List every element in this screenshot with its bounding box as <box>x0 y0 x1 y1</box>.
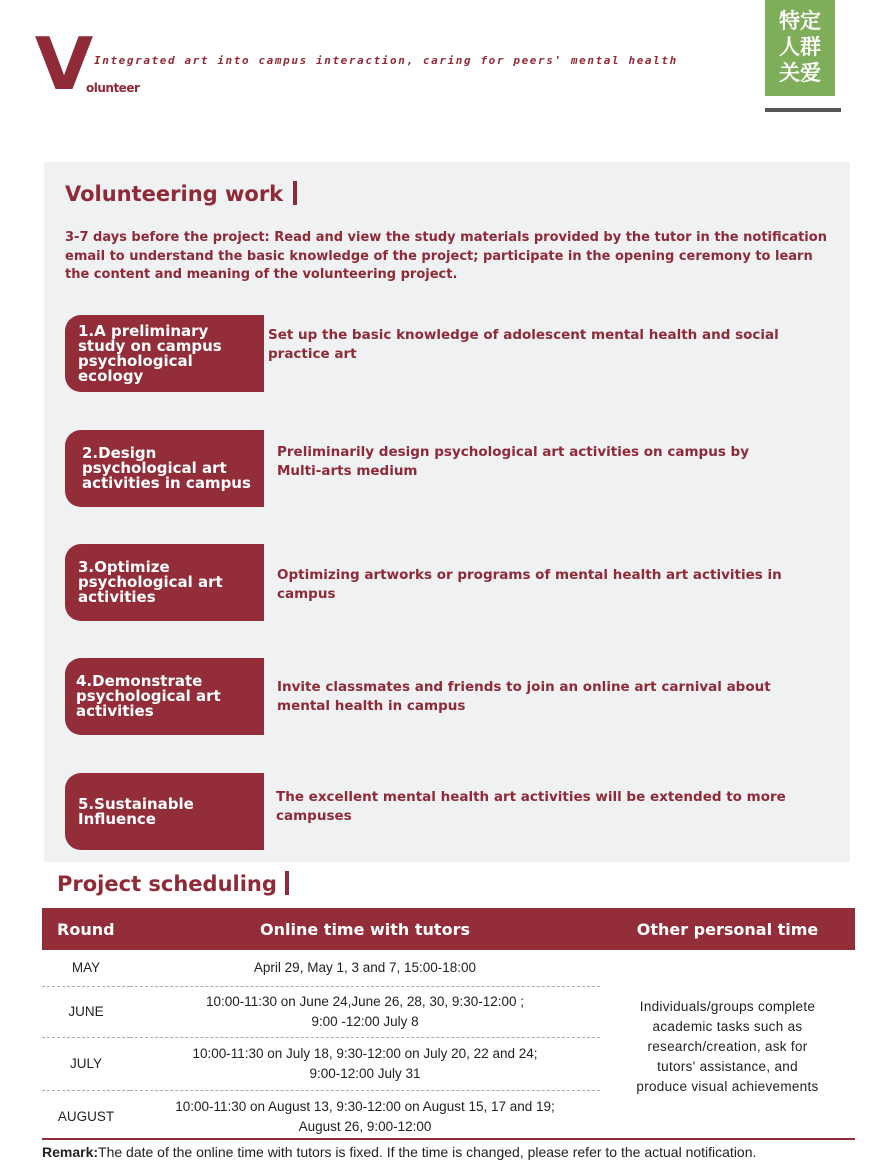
online-line: 10:00-11:30 on June 24,June 26, 28, 30, 9:30-12:00 ; <box>205 994 524 1009</box>
volunteering-panel <box>44 162 850 862</box>
other-time-cell <box>600 950 855 1143</box>
round-cell: MAY <box>42 950 130 987</box>
step-5-label <box>65 773 264 850</box>
header-subtitle: olunteer <box>86 81 140 95</box>
chinese-badge <box>765 0 835 96</box>
step-1-label <box>65 315 264 392</box>
step-5-label-text: 5.Sustainable Influence <box>78 794 194 828</box>
step-4-desc: Invite classmates and friends to join an online art carnival about mental health in campus <box>277 679 771 714</box>
step-1-desc: Set up the basic knowledge of adolescent mental health and social practice art <box>268 327 779 362</box>
online-cell <box>130 1038 600 1091</box>
online-line: August 26, 9:00-12:00 <box>298 1119 432 1134</box>
remark-text: The date of the online time with tutors is fixed. If the time is changed, please refer to the actual notification. <box>98 1144 757 1160</box>
remark <box>42 1144 756 1160</box>
step-2-desc: Preliminarily design psychological art activities on campus by Multi-arts medium <box>277 444 750 479</box>
step-3-desc: Optimizing artworks or programs of mental health art activities in campus <box>277 567 782 602</box>
round-cell: AUGUST <box>57 1109 115 1124</box>
schedule-title-bar <box>285 871 289 895</box>
header-other: Other personal time <box>600 908 855 950</box>
step-3-label-text: 3.Optimize psychological art activities <box>78 558 223 606</box>
online-line: April 29, May 1, 3 and 7, 15:00-18:00 <box>253 960 477 975</box>
schedule-title <box>57 871 289 896</box>
volunteering-intro: 3-7 days before the project: Read and view the study materials provided by the tutor in the notification email to understand the basic knowledge of the project; participate in the opening ceremony to learn the content and meaning of the volunteering project. <box>65 230 827 282</box>
step-3-label <box>65 544 264 621</box>
online-cell <box>130 987 600 1038</box>
header-big-letter: V <box>34 22 90 106</box>
online-cell <box>130 950 600 987</box>
remark-label: Remark: <box>42 1144 99 1160</box>
step-4-label-text: 4.Demonstrate psychological art activities <box>76 672 221 720</box>
step-2-label <box>65 430 264 507</box>
online-line: 9:00-12:00 July 31 <box>309 1066 421 1081</box>
step-1-label-text: 1.A preliminary study on campus psychological ecology <box>78 321 222 385</box>
volunteering-title-text: Volunteering work <box>65 182 284 206</box>
header-tagline: Integrated art into campus interaction, caring for peers' mental health <box>94 54 678 67</box>
step-5-desc: The excellent mental health art activities will be extended to more campuses <box>276 789 786 824</box>
other-line: research/creation, ask for <box>647 1038 808 1054</box>
online-line: 9:00 -12:00 July 8 <box>311 1014 419 1029</box>
step-2-label-text: 2.Design psychological art activities in campus <box>82 444 251 492</box>
schedule-bottom-rule <box>42 1138 855 1140</box>
header-round: Round <box>42 908 130 950</box>
title-bar-divider <box>293 181 297 205</box>
other-line: produce visual achievements <box>636 1078 819 1094</box>
badge-line-3: 关爱 <box>779 61 821 85</box>
online-line: 10:00-11:30 on July 18, 9:30-12:00 on July 20, 22 and 24; <box>192 1046 538 1061</box>
badge-line-1: 特定 <box>779 9 821 33</box>
other-line: academic tasks such as <box>652 1018 803 1034</box>
schedule-title-text: Project scheduling <box>57 872 277 896</box>
volunteering-title <box>65 181 297 206</box>
other-line: Individuals/groups complete <box>639 998 816 1014</box>
badge-line-2: 人群 <box>779 35 821 59</box>
round-cell: JULY <box>42 1038 130 1091</box>
header-online: Online time with tutors <box>130 908 600 950</box>
online-cell <box>130 1091 600 1144</box>
badge-shadow <box>765 108 841 112</box>
step-4-label <box>65 658 264 735</box>
schedule-table <box>42 908 855 1143</box>
schedule-header-row <box>42 908 855 950</box>
table-row <box>42 950 855 987</box>
round-cell: JUNE <box>42 987 130 1038</box>
online-line: 10:00-11:30 on August 13, 9:30-12:00 on August 15, 17 and 19; <box>175 1099 555 1114</box>
other-line: tutors' assistance, and <box>657 1058 798 1074</box>
